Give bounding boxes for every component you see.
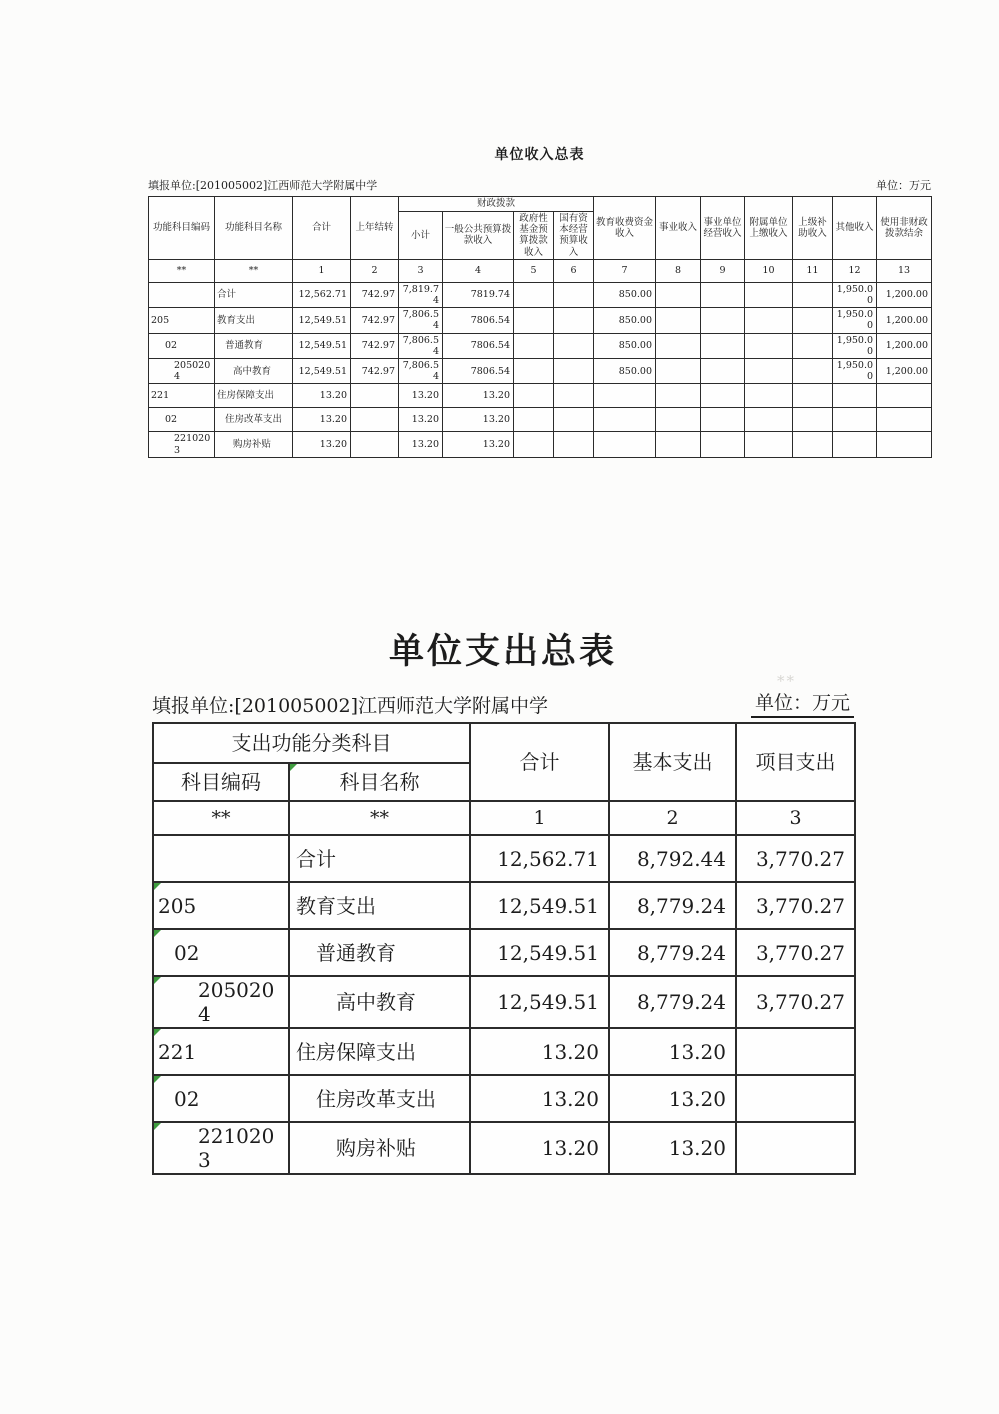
- faint-asterisks-artifact: **: [777, 672, 796, 690]
- table-row: [153, 976, 855, 1028]
- value-cell: [736, 1122, 855, 1174]
- value-cell: [877, 384, 932, 408]
- subject-name-cell: 普通教育: [215, 333, 293, 358]
- index-cell: 2: [609, 801, 736, 835]
- value-cell: [877, 432, 932, 457]
- value-cell: [833, 408, 877, 432]
- value-cell: [745, 384, 793, 408]
- header-operating-income: 事业收入: [656, 197, 701, 260]
- header-subject-code: 科目编码: [153, 763, 289, 801]
- index-cell: 1: [293, 259, 351, 282]
- value-cell: [701, 359, 745, 384]
- value-cell: [554, 408, 594, 432]
- table-row: [149, 384, 932, 408]
- index-cell: 11: [793, 259, 833, 282]
- subject-code-cell: 221: [153, 1028, 289, 1075]
- header-expense-classification-group: 支出功能分类科目: [153, 723, 470, 763]
- value-cell: [793, 333, 833, 358]
- value-cell: [877, 408, 932, 432]
- income-summary-section: [148, 144, 931, 458]
- value-cell: [701, 282, 745, 307]
- value-cell: 13.20: [470, 1028, 609, 1075]
- value-cell: [793, 308, 833, 333]
- header-basic-expense: 基本支出: [609, 723, 736, 801]
- value-cell: 1,950.00: [833, 359, 877, 384]
- index-cell: 2: [351, 259, 399, 282]
- value-cell: [793, 384, 833, 408]
- index-cell: **: [289, 801, 470, 835]
- value-cell: 3,770.27: [736, 882, 855, 929]
- value-cell: [554, 333, 594, 358]
- subject-name-cell: 教育支出: [215, 308, 293, 333]
- value-cell: 742.97: [351, 333, 399, 358]
- value-cell: [656, 384, 701, 408]
- value-cell: [701, 333, 745, 358]
- value-cell: [554, 432, 594, 457]
- value-cell: [745, 359, 793, 384]
- subject-name-cell: 购房补贴: [289, 1122, 470, 1174]
- value-cell: 13.20: [609, 1122, 736, 1174]
- header-state-capital-budget-income: 国有资本经营预算收入: [554, 212, 594, 260]
- subject-name-cell: 普通教育: [289, 929, 470, 976]
- index-cell: 3: [736, 801, 855, 835]
- value-cell: [833, 432, 877, 457]
- value-cell: [745, 408, 793, 432]
- index-cell: 1: [470, 801, 609, 835]
- value-cell: [594, 408, 656, 432]
- value-cell: 12,549.51: [293, 359, 351, 384]
- index-cell: 13: [877, 259, 932, 282]
- index-cell: 10: [745, 259, 793, 282]
- value-cell: [701, 432, 745, 457]
- income-table-title: 单位收入总表: [494, 147, 585, 163]
- subject-name-cell: 合计: [289, 835, 470, 882]
- value-cell: [793, 432, 833, 457]
- header-education-fee-income: 教育收费资金收入: [594, 197, 656, 260]
- value-cell: 13.20: [609, 1028, 736, 1075]
- value-cell: 1,950.00: [833, 308, 877, 333]
- index-cell: **: [215, 259, 293, 282]
- expense-table-title: 单位支出总表: [388, 631, 617, 672]
- income-unit-label: 单位：万元: [876, 179, 931, 192]
- table-row: [149, 408, 932, 432]
- index-cell: 9: [701, 259, 745, 282]
- subject-name-cell: 住房保障支出: [289, 1028, 470, 1075]
- expense-reporting-unit-label: 填报单位:[201005002]江西师范大学附属中学: [152, 695, 549, 717]
- value-cell: 7806.54: [443, 308, 514, 333]
- value-cell: 7,806.54: [399, 333, 443, 358]
- value-cell: [833, 384, 877, 408]
- value-cell: 7,819.74: [399, 282, 443, 307]
- value-cell: 1,200.00: [877, 359, 932, 384]
- header-function-name: 功能科目名称: [215, 197, 293, 260]
- value-cell: 12,549.51: [470, 882, 609, 929]
- subject-code-cell: 2210203: [149, 432, 215, 457]
- table-row: [153, 929, 855, 976]
- index-cell: 5: [514, 259, 554, 282]
- value-cell: 13.20: [293, 384, 351, 408]
- value-cell: 1,950.00: [833, 282, 877, 307]
- subject-name-cell: 住房改革支出: [215, 408, 293, 432]
- value-cell: 13.20: [470, 1075, 609, 1122]
- table-row: [149, 308, 932, 333]
- value-cell: [701, 384, 745, 408]
- income-index-row: [149, 259, 932, 282]
- subject-code-cell: 221: [149, 384, 215, 408]
- header-function-code: 功能科目编码: [149, 197, 215, 260]
- value-cell: 742.97: [351, 308, 399, 333]
- value-cell: 850.00: [594, 282, 656, 307]
- index-cell: **: [149, 259, 215, 282]
- value-cell: [701, 408, 745, 432]
- table-row: [153, 1075, 855, 1122]
- value-cell: [656, 282, 701, 307]
- value-cell: [514, 384, 554, 408]
- subject-code-cell: 2050204: [149, 359, 215, 384]
- value-cell: [656, 308, 701, 333]
- subject-code-cell: 02: [149, 408, 215, 432]
- value-cell: [554, 384, 594, 408]
- value-cell: 13.20: [443, 432, 514, 457]
- subject-name-cell: 住房保障支出: [215, 384, 293, 408]
- subject-name-cell: 高中教育: [215, 359, 293, 384]
- table-row: [149, 432, 932, 457]
- expense-table: [152, 722, 856, 1175]
- value-cell: [514, 359, 554, 384]
- value-cell: 1,200.00: [877, 333, 932, 358]
- header-govt-fund-budget-income: 政府性基金预算拨款收入: [514, 212, 554, 260]
- value-cell: 8,792.44: [609, 835, 736, 882]
- value-cell: [554, 308, 594, 333]
- index-cell: 6: [554, 259, 594, 282]
- value-cell: 8,779.24: [609, 882, 736, 929]
- subject-code-cell: 02: [153, 1075, 289, 1122]
- value-cell: [656, 333, 701, 358]
- subject-name-cell: 教育支出: [289, 882, 470, 929]
- value-cell: 12,562.71: [293, 282, 351, 307]
- value-cell: 12,549.51: [470, 929, 609, 976]
- subject-code-cell: 2050204: [153, 976, 289, 1028]
- value-cell: 13.20: [399, 384, 443, 408]
- header-carryover: 上年结转: [351, 197, 399, 260]
- header-project-expense: 项目支出: [736, 723, 855, 801]
- value-cell: [745, 333, 793, 358]
- value-cell: 12,562.71: [470, 835, 609, 882]
- income-header-group-row: [149, 197, 932, 212]
- value-cell: 1,200.00: [877, 282, 932, 307]
- value-cell: [793, 359, 833, 384]
- value-cell: [745, 432, 793, 457]
- value-cell: [594, 432, 656, 457]
- value-cell: 3,770.27: [736, 835, 855, 882]
- subject-name-cell: 购房补贴: [215, 432, 293, 457]
- value-cell: 12,549.51: [293, 333, 351, 358]
- value-cell: [793, 282, 833, 307]
- header-subsidiary-remitted-income: 附属单位上缴收入: [745, 197, 793, 260]
- value-cell: 13.20: [443, 384, 514, 408]
- table-row: [153, 1122, 855, 1174]
- header-institution-business-income: 事业单位经营收入: [701, 197, 745, 260]
- header-total: 合计: [293, 197, 351, 260]
- table-row: [149, 282, 932, 307]
- value-cell: [514, 282, 554, 307]
- subject-code-cell: 205: [153, 882, 289, 929]
- subject-name-cell: 住房改革支出: [289, 1075, 470, 1122]
- value-cell: 3,770.27: [736, 976, 855, 1028]
- table-row: [149, 359, 932, 384]
- value-cell: [656, 359, 701, 384]
- value-cell: [594, 384, 656, 408]
- value-cell: [514, 308, 554, 333]
- header-general-public-budget-income: 一般公共预算拨款收入: [443, 212, 514, 260]
- value-cell: [793, 408, 833, 432]
- value-cell: [514, 432, 554, 457]
- income-meta-line: [148, 177, 931, 193]
- expense-meta-line: [152, 672, 854, 718]
- value-cell: [351, 384, 399, 408]
- value-cell: 850.00: [594, 308, 656, 333]
- value-cell: 12,549.51: [293, 308, 351, 333]
- value-cell: 8,779.24: [609, 929, 736, 976]
- value-cell: [701, 308, 745, 333]
- value-cell: 13.20: [293, 432, 351, 457]
- value-cell: 7806.54: [443, 333, 514, 358]
- value-cell: [514, 408, 554, 432]
- value-cell: 13.20: [443, 408, 514, 432]
- header-nonfiscal-balance-used: 使用非财政拨款结余: [877, 197, 932, 260]
- subject-code-cell: 02: [149, 333, 215, 358]
- value-cell: 742.97: [351, 359, 399, 384]
- subject-code-cell: 02: [153, 929, 289, 976]
- value-cell: 7,806.54: [399, 359, 443, 384]
- table-row: [153, 1028, 855, 1075]
- expense-index-row: [153, 801, 855, 835]
- value-cell: 1,950.00: [833, 333, 877, 358]
- value-cell: 1,200.00: [877, 308, 932, 333]
- income-table: [148, 196, 932, 458]
- index-cell: 4: [443, 259, 514, 282]
- index-cell: 8: [656, 259, 701, 282]
- value-cell: [736, 1075, 855, 1122]
- subject-code-cell: [153, 835, 289, 882]
- header-subject-name: 科目名称: [289, 763, 470, 801]
- header-other-income: 其他收入: [833, 197, 877, 260]
- value-cell: [656, 408, 701, 432]
- expense-header-group-row: [153, 723, 855, 763]
- value-cell: 850.00: [594, 359, 656, 384]
- value-cell: [745, 282, 793, 307]
- expense-summary-section: [152, 624, 854, 1175]
- value-cell: 13.20: [470, 1122, 609, 1174]
- header-fiscal-subtotal: 小计: [399, 212, 443, 260]
- value-cell: 3,770.27: [736, 929, 855, 976]
- index-cell: 7: [594, 259, 656, 282]
- subject-code-cell: 205: [149, 308, 215, 333]
- subject-code-cell: [149, 282, 215, 307]
- subject-code-cell: 2210203: [153, 1122, 289, 1174]
- income-reporting-unit-label: 填报单位:[201005002]江西师范大学附属中学: [148, 179, 378, 192]
- value-cell: [554, 282, 594, 307]
- value-cell: [351, 408, 399, 432]
- value-cell: [656, 432, 701, 457]
- value-cell: 13.20: [293, 408, 351, 432]
- value-cell: 850.00: [594, 333, 656, 358]
- value-cell: 8,779.24: [609, 976, 736, 1028]
- subject-name-cell: 高中教育: [289, 976, 470, 1028]
- index-cell: 3: [399, 259, 443, 282]
- value-cell: 13.20: [399, 432, 443, 457]
- index-cell: 12: [833, 259, 877, 282]
- index-cell: **: [153, 801, 289, 835]
- header-superior-subsidy-income: 上级补助收入: [793, 197, 833, 260]
- value-cell: 13.20: [609, 1075, 736, 1122]
- subject-name-cell: 合计: [215, 282, 293, 307]
- value-cell: 13.20: [399, 408, 443, 432]
- expense-unit-label: 单位：万元: [751, 688, 854, 718]
- value-cell: [351, 432, 399, 457]
- value-cell: 7,806.54: [399, 308, 443, 333]
- value-cell: [514, 333, 554, 358]
- value-cell: [745, 308, 793, 333]
- table-row: [149, 333, 932, 358]
- value-cell: 12,549.51: [470, 976, 609, 1028]
- header-fiscal-appropriation-group: 财政拨款: [399, 197, 594, 212]
- header-expense-total: 合计: [470, 723, 609, 801]
- table-row: [153, 835, 855, 882]
- value-cell: 742.97: [351, 282, 399, 307]
- value-cell: 7806.54: [443, 359, 514, 384]
- value-cell: [736, 1028, 855, 1075]
- table-row: [153, 882, 855, 929]
- value-cell: [554, 359, 594, 384]
- value-cell: 7819.74: [443, 282, 514, 307]
